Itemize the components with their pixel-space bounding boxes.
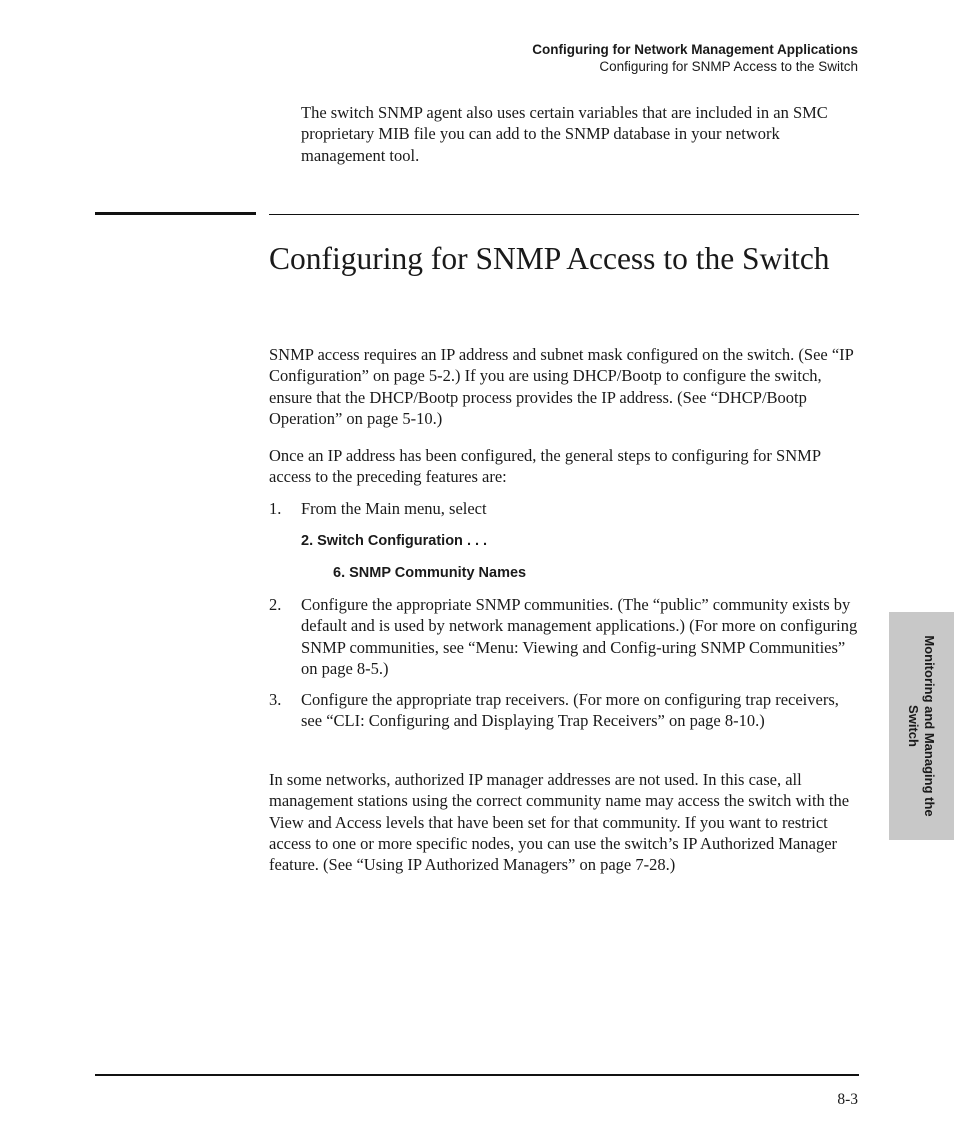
- running-header-section: Configuring for SNMP Access to the Switch: [599, 59, 858, 74]
- step-1-text: From the Main menu, select: [301, 499, 487, 518]
- section-title: Configuring for SNMP Access to the Switch: [269, 241, 830, 276]
- step-2-text: Configure the appropriate SNMP communities. (The “public” community exists by default and is used by network management applications.) (For more on configuring SNMP communities, see “Menu: Viewing and Config-uring SNMP Communities” on page 8-5.): [301, 595, 858, 678]
- intro-paragraph: The switch SNMP agent also uses certain variables that are included in an SMC proprietary MIB file you can add to the SNMP database in your network management tool.: [301, 103, 828, 165]
- paragraph-general-steps: Once an IP address has been configured, the general steps to configuring for SNMP access to the preceding features are:: [269, 446, 821, 487]
- section-rule-thick: [95, 212, 256, 215]
- chapter-side-tab: [889, 612, 954, 840]
- menu-path-switch-configuration: 2. Switch Configuration . . .: [301, 533, 488, 549]
- step-3-text: Configure the appropriate trap receivers. (For more on configuring trap receivers, see “CLI: Configuring and Displaying Trap Receivers” on page 8-10.): [301, 690, 839, 731]
- paragraph-snmp-access: SNMP access requires an IP address and subnet mask configured on the switch. (See “IP Configuration” on page 5-2.) If you are using DHCP/Bootp to configure the switch, ensure that the DHCP/Bootp process provides the IP address. (See “DHCP/Bootp Operation” on page 5-10.): [269, 345, 854, 428]
- step-2-number: 2.: [269, 595, 282, 614]
- closing-paragraph: In some networks, authorized IP manager addresses are not used. In this case, all management stations using the correct community name may access the switch with the View and Access levels that have been set for that community. If you want to restrict access to one or more specific nodes, you can use the switch’s IP Authorized Manager feature. (See “Using IP Authorized Managers” on page 7-28.): [269, 770, 850, 875]
- menu-path-snmp-community-names: 6. SNMP Community Names: [333, 565, 527, 581]
- step-3-number: 3.: [269, 690, 282, 709]
- section-rule-thin: [269, 214, 859, 215]
- step-1-number: 1.: [269, 499, 282, 518]
- footer-rule: [95, 1074, 859, 1076]
- running-header-chapter: Configuring for Network Management Applications: [532, 42, 858, 57]
- page-number: 8-3: [837, 1091, 858, 1108]
- chapter-side-tab-label: Monitoring and Managing the Switch: [906, 635, 938, 817]
